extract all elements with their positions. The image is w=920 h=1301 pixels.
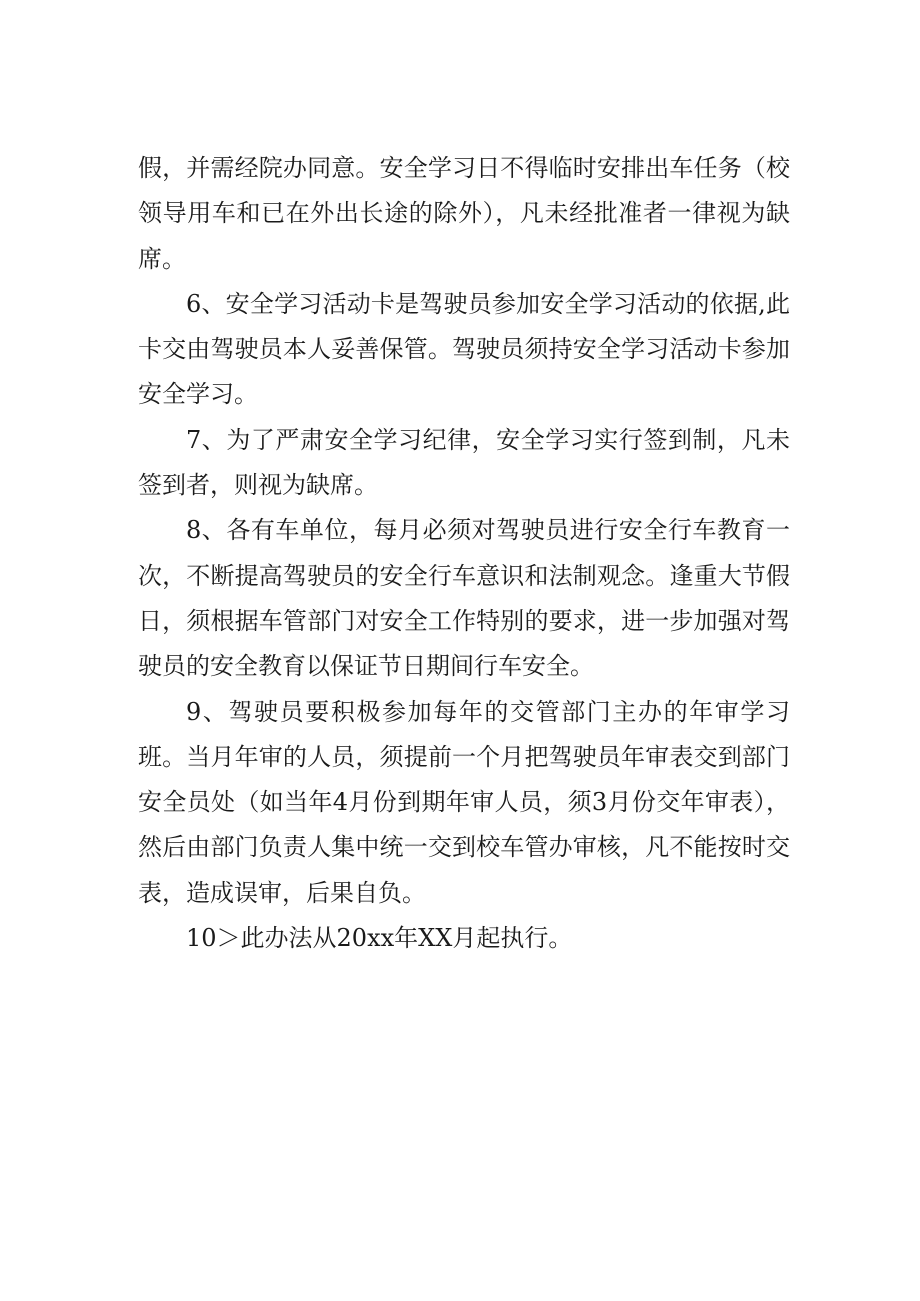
paragraph-item-8: 8、各有车单位，每月必须对驾驶员进行安全行车教育一次，不断提高驾驶员的安全行车意识和法制观念。逢重大节假日，须根据车管部门对安全工作特别的要求，进一步加强对驾驶员的安全教育以保证节日期间行车安全。 bbox=[138, 516, 790, 681]
paragraph-continuation: 假，并需经院办同意。安全学习日不得临时安排出车任务（校领导用车和已在外出长途的除外），凡未经批准者一律视为缺席。 bbox=[138, 154, 790, 273]
paragraph-item-6: 6、安全学习活动卡是驾驶员参加安全学习活动的依据,此卡交由驾驶员本人妥善保管。驾驶员须持安全学习活动卡参加安全学习。 bbox=[138, 289, 790, 409]
paragraph-item-7: 7、为了严肃安全学习纪律，安全学习实行签到制，凡未签到者，则视为缺席。 bbox=[138, 425, 790, 500]
paragraph-item-10: 10＞此办法从20xx年XX月起执行。 bbox=[186, 924, 573, 953]
paragraph-item-9: 9、驾驶员要积极参加每年的交管部门主办的年审学习班。当月年审的人员，须提前一个月把驾驶员年审表交到部门安全员处（如当年4月份到期年审人员，须3月份交年审表），然后由部门负责人集中统一交到校车管办审核，凡不能按时交表，造成误审，后果自负。 bbox=[138, 697, 790, 907]
document-body bbox=[138, 146, 790, 961]
